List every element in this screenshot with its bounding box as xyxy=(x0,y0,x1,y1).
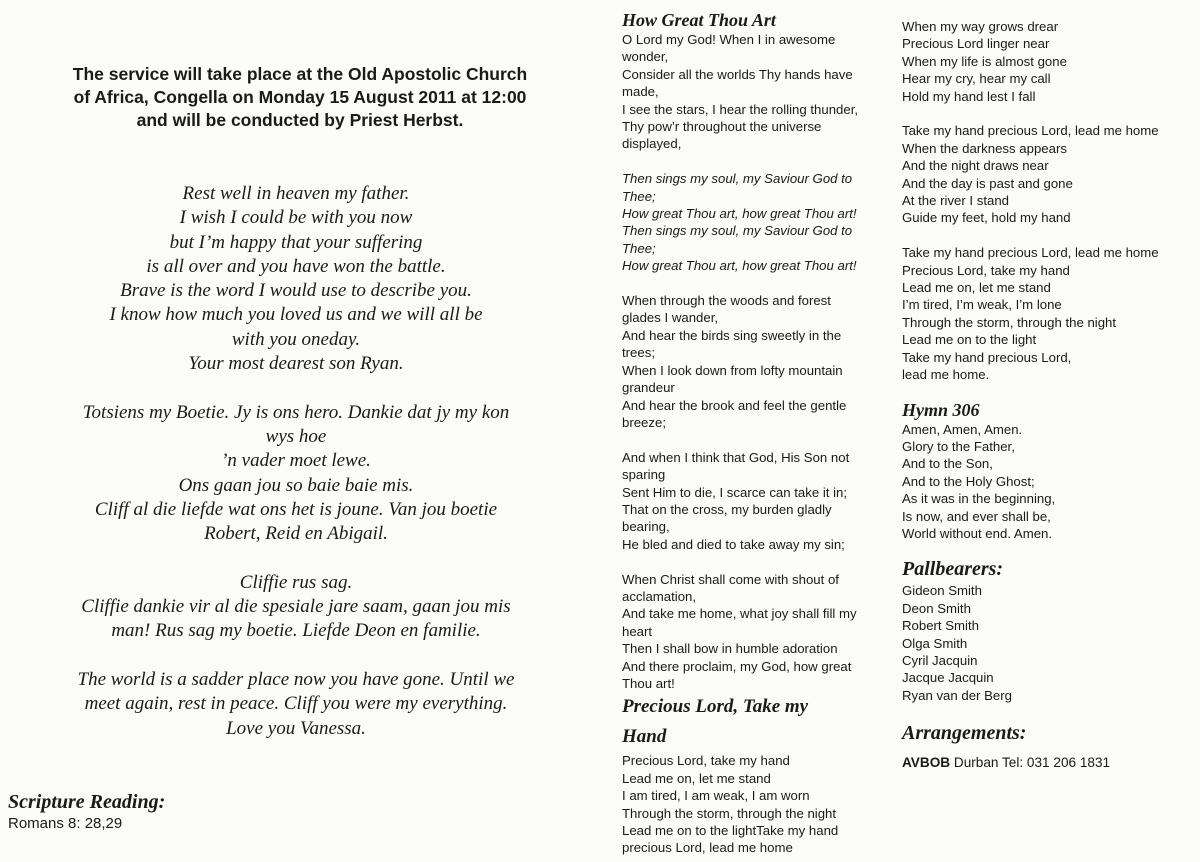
lyric-line: Hold my hand lest I fall xyxy=(902,88,1036,104)
hymn-title-306: Hymn 306 xyxy=(902,399,980,420)
lyric-line: Lead me on, let me stand xyxy=(622,770,771,786)
service-notice-line: and will be conducted by Priest Herbst. xyxy=(136,110,464,130)
tribute-line: The world is a sadder place now you have gone. Until we xyxy=(77,668,515,690)
right-column xyxy=(902,18,1192,772)
tributes xyxy=(0,182,592,765)
verse xyxy=(622,31,892,153)
lyric-line: And to the Holy Ghost; xyxy=(902,473,1035,489)
lyric-line: I’m tired, I’m weak, I’m lone xyxy=(902,297,1062,313)
lyric-line: When I look down from lofty mountain xyxy=(622,362,843,378)
tribute-line: Cliffie dankie vir al die spesiale jare saam, gaan jou mis xyxy=(81,596,511,618)
lyric-line: Thou art! xyxy=(622,675,675,691)
lyric-line: Then sings my soul, my Saviour God to xyxy=(622,223,853,239)
lyric-line: glades I wander, xyxy=(622,310,719,326)
lyric-line: As it was in the beginning, xyxy=(902,491,1056,507)
verse xyxy=(902,18,1192,105)
service-notice-line: The service will take place at the Old Apostolic Church xyxy=(72,64,528,84)
lyric-line: lead me home. xyxy=(902,367,990,383)
verse xyxy=(622,292,892,431)
tribute-line: I know how much you loved us and we will all be xyxy=(109,304,483,326)
tribute-line: I wish I could be with you now xyxy=(179,207,413,229)
lyric-line: And the night draws near xyxy=(902,158,1049,174)
lyric-line: And hear the birds sing sweetly in the xyxy=(622,327,842,343)
hymn-precious-lord-continued xyxy=(902,18,1192,384)
pallbearer-name: Jacque Jacquin xyxy=(902,670,994,686)
lyric-line: O Lord my God! When I in awesome xyxy=(622,32,836,47)
lyric-line: And hear the brook and feel the gentle xyxy=(622,397,847,413)
pallbearer-name: Robert Smith xyxy=(902,618,979,634)
lyric-line: World without end. Amen. xyxy=(902,525,1053,541)
tribute-line: meet again, rest in peace. Cliff you were my everything. xyxy=(84,693,508,715)
lyric-line: Take my hand precious Lord, lead me home xyxy=(902,123,1159,139)
tribute-line: Rest well in heaven my father. xyxy=(182,183,410,204)
lyric-line: Thee; xyxy=(622,240,656,256)
lyric-line: made, xyxy=(622,84,659,100)
tribute-line: Robert, Reid en Abigail. xyxy=(204,523,388,545)
tribute-line: ’n vader moet lewe. xyxy=(221,450,371,472)
stanza-gap xyxy=(622,275,892,292)
lyric-line: Then sings my soul, my Saviour God to xyxy=(622,171,853,187)
lyric-line: I am tired, I am weak, I am worn xyxy=(622,788,810,804)
hymn-title-how-great: How Great Thou Art xyxy=(622,10,776,30)
lyric-line: When my way grows drear xyxy=(902,19,1059,34)
lyric-line: breeze; xyxy=(622,414,666,430)
lyric-line: I see the stars, I hear the rolling thunder, xyxy=(622,101,859,117)
tribute-line: Cliff al die liefde wat ons het is joune. Van jou boetie xyxy=(94,498,498,520)
tribute-line: Brave is the word I would use to describe you. xyxy=(120,280,472,302)
stanza-gap xyxy=(622,153,892,170)
tribute-ryan xyxy=(0,182,592,376)
lyric-line: Precious Lord linger near xyxy=(902,36,1050,52)
hymn-title-line: Precious Lord, Take my xyxy=(622,696,809,718)
lyric-line: Through the storm, through the night xyxy=(622,805,837,821)
lyric-line: grandeur xyxy=(622,380,675,396)
lyric-line: Lead me on to the lightTake my hand xyxy=(622,823,839,838)
lyric-line: displayed, xyxy=(622,136,682,152)
lyric-line: precious Lord, lead me home xyxy=(622,840,793,856)
tribute-line: Cliffie rus sag. xyxy=(239,571,353,593)
lyric-line: Guide my feet, hold my hand xyxy=(902,210,1071,226)
lyric-line: Then I shall bow in humble adoration xyxy=(622,641,838,657)
tribute-line: wys hoe xyxy=(265,425,327,447)
tribute-line: but I’m happy that your suffering xyxy=(169,231,423,253)
stanza-gap xyxy=(622,553,892,570)
stanza-gap xyxy=(902,105,1192,122)
lyric-line: Precious Lord, take my hand xyxy=(902,262,1070,278)
lyric-line: Sent Him to die, I scarce can take it in; xyxy=(622,484,848,500)
lyric-line: And there proclaim, my God, how great xyxy=(622,658,852,674)
pallbearers-heading: Pallbearers: xyxy=(902,558,1004,581)
lyric-line: heart xyxy=(622,623,653,639)
lyric-line: And the day is past and gone xyxy=(902,175,1073,191)
lyric-line: And when I think that God, His Son not xyxy=(622,449,850,465)
lyric-line: When through the woods and forest xyxy=(622,293,831,309)
funeral-company: AVBOB xyxy=(902,755,951,771)
verse xyxy=(902,244,1192,383)
lyric-line: Take my hand precious Lord, lead me home xyxy=(902,245,1159,261)
hymn-title-precious-lord xyxy=(622,692,892,752)
service-notice-line: of Africa, Congella on Monday 15 August 2011 at 12:00 xyxy=(73,87,527,107)
hymn-precious-lord-verse-1 xyxy=(622,752,892,856)
tribute-deon xyxy=(0,571,592,644)
pallbearer-name: Cyril Jacquin xyxy=(902,652,978,668)
lyric-line: And take me home, what joy shall fill my xyxy=(622,606,857,622)
tribute-vanessa xyxy=(0,668,592,741)
lyric-line: Consider all the worlds Thy hands have xyxy=(622,66,853,82)
lyric-line: Take my hand precious Lord, xyxy=(902,349,1072,365)
lyric-line: Hear my cry, hear my call xyxy=(902,71,1051,87)
verse xyxy=(622,449,892,553)
stanza-gap xyxy=(902,227,1192,244)
lyric-line: Precious Lord, take my hand xyxy=(622,753,790,769)
lyric-line: Amen, Amen, Amen. xyxy=(902,421,1023,437)
stanza-gap xyxy=(622,431,892,448)
lyric-line: sparing xyxy=(622,467,666,483)
tribute-line: with you oneday. xyxy=(231,328,361,350)
hymn-306-lyrics xyxy=(902,421,1192,543)
pallbearers-list xyxy=(902,582,1192,704)
lyric-line: Thee; xyxy=(622,188,656,204)
scripture-reference: Romans 8: 28,29 xyxy=(8,815,123,832)
arrangements-heading: Arrangements: xyxy=(902,722,1027,745)
pallbearer-name: Deon Smith xyxy=(902,600,971,616)
lyric-line: At the river I stand xyxy=(902,193,1010,209)
verse xyxy=(622,571,892,693)
hymn-title-line: Hand xyxy=(622,726,667,748)
lyric-line: He bled and died to take away my sin; xyxy=(622,536,845,552)
chorus xyxy=(622,170,892,274)
lyric-line: Is now, and ever shall be, xyxy=(902,508,1051,524)
pallbearer-name: Gideon Smith xyxy=(902,583,982,599)
lyric-line: When my life is almost gone xyxy=(902,53,1067,69)
lyric-line: acclamation, xyxy=(622,588,697,604)
arrangements-details xyxy=(902,754,1192,772)
service-notice xyxy=(20,63,580,132)
tribute-robert xyxy=(0,401,592,547)
lyric-line: Thy pow’r throughout the universe xyxy=(622,119,822,135)
tribute-line: Totsiens my Boetie. Jy is ons hero. Dankie dat jy my kon xyxy=(82,401,510,423)
pallbearer-name: Olga Smith xyxy=(902,635,968,651)
tribute-line: Your most dearest son Ryan. xyxy=(188,353,404,375)
lyric-line: bearing, xyxy=(622,519,670,535)
tribute-line: man! Rus sag my boetie. Liefde Deon en familie. xyxy=(111,620,481,642)
hymn-how-great-lyrics xyxy=(622,31,892,692)
tribute-line: Ons gaan jou so baie baie mis. xyxy=(178,474,414,496)
tribute-line: is all over and you have won the battle. xyxy=(146,255,446,277)
lyric-line: Lead me on to the light xyxy=(902,332,1037,348)
lyric-line: That on the cross, my burden gladly xyxy=(622,501,832,517)
lyric-line: wonder, xyxy=(622,49,669,65)
lyric-line: How great Thou art, how great Thou art! xyxy=(622,258,857,274)
lyric-line: Glory to the Father, xyxy=(902,438,1015,454)
tribute-line: Love you Vanessa. xyxy=(226,717,366,739)
lyric-line: trees; xyxy=(622,345,655,361)
middle-column xyxy=(622,10,892,857)
lyric-line: Through the storm, through the night xyxy=(902,314,1117,330)
lyric-line: And to the Son, xyxy=(902,456,993,472)
lyric-line: Lead me on, let me stand xyxy=(902,280,1051,296)
lyric-line: How great Thou art, how great Thou art! xyxy=(622,206,857,222)
verse xyxy=(902,122,1192,226)
lyric-line: When Christ shall come with shout of xyxy=(622,571,839,587)
lyric-line: When the darkness appears xyxy=(902,140,1067,156)
pallbearer-name: Ryan van der Berg xyxy=(902,687,1012,703)
funeral-company-contact: Durban Tel: 031 206 1831 xyxy=(953,755,1111,771)
scripture-heading: Scripture Reading: xyxy=(8,791,166,813)
